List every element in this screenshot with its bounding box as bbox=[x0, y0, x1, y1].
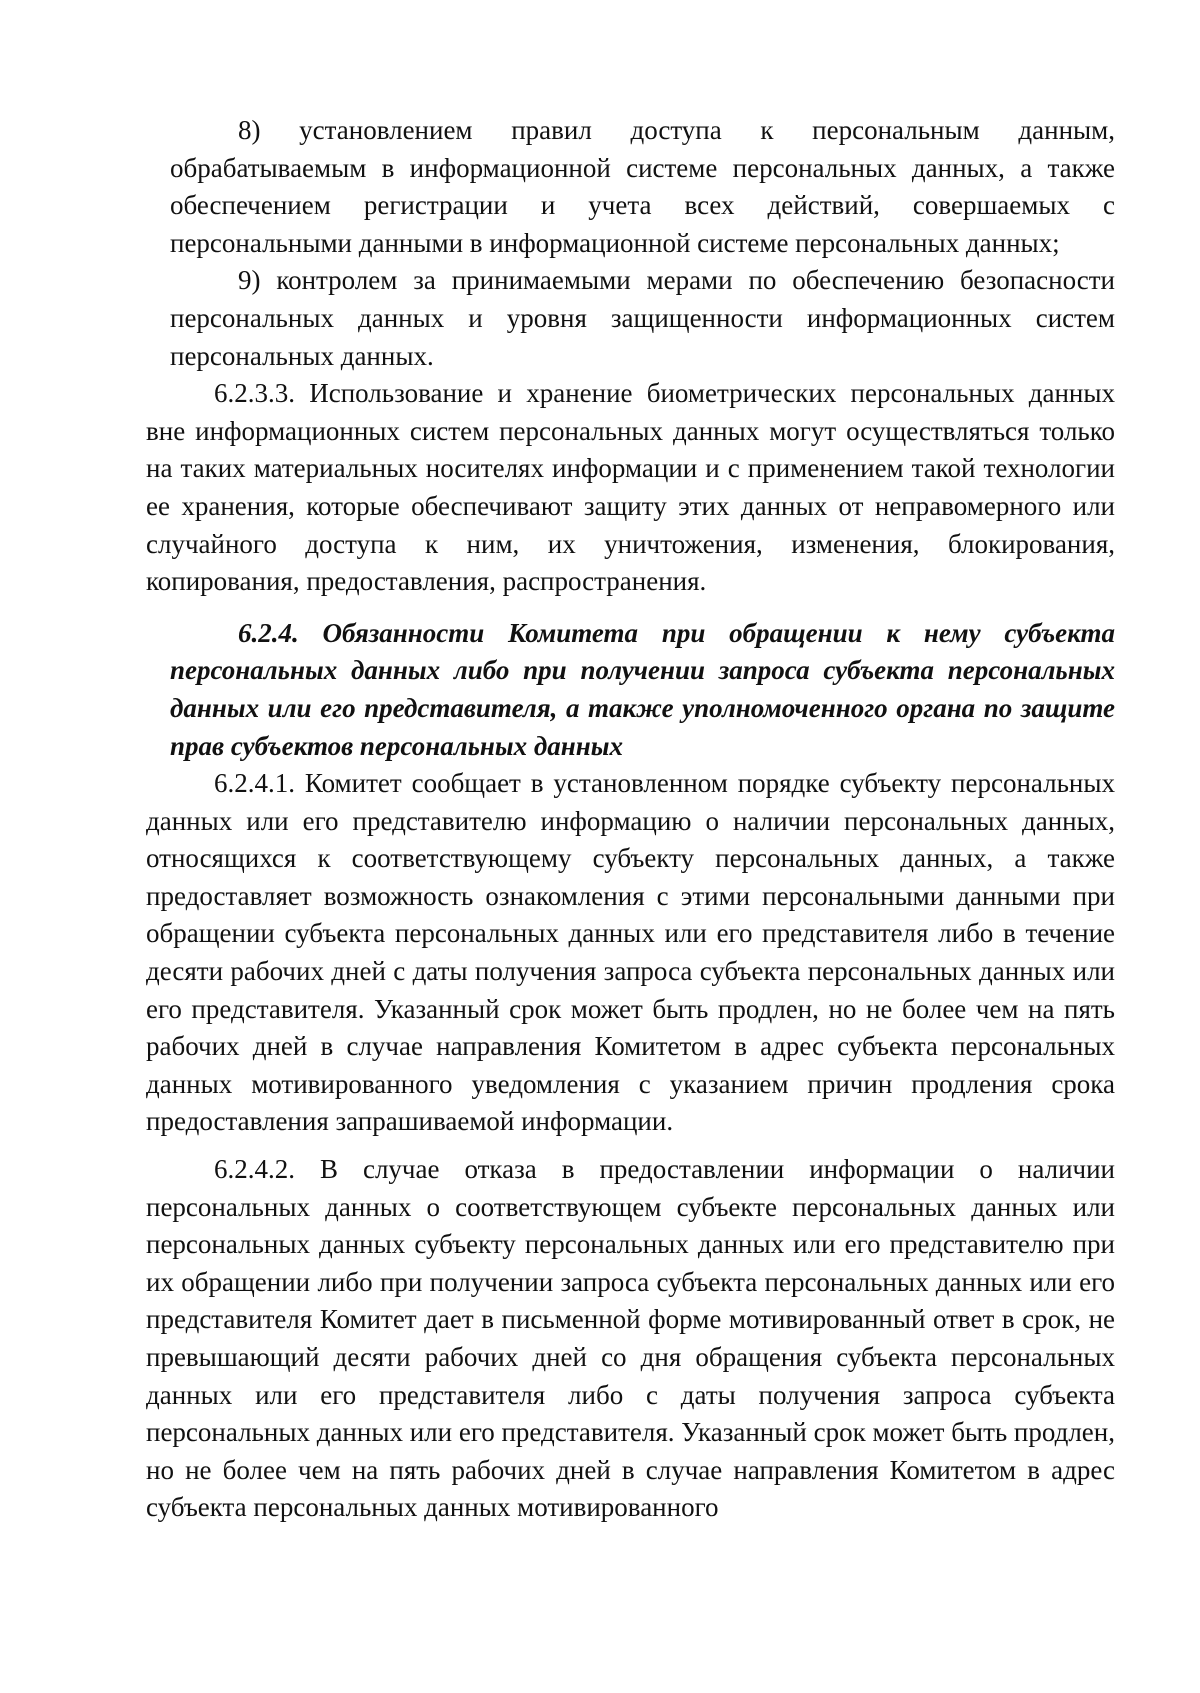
clause-6-2-4-1: 6.2.4.1. Комитет сообщает в установленном порядке субъекту персональных данных или его представителю информацию о наличии персональных данных, относящихся к соответствующему субъекту персональных данных, а также предоставляет возможность ознакомления с этими персональными данными при обращении субъекта персональных данных или его представителя либо в течение десяти рабочих дней с даты получения запроса субъекта персональных данных или его представителя. Указанный срок может быть продлен, но не более чем на пять рабочих дней в случае направления Комитетом в адрес субъекта персональных данных мотивированного уведомления с указанием причин продления срока предоставления запрашиваемой информации. bbox=[146, 768, 1115, 1137]
list-item-8: 8) установлением правил доступа к персональным данным, обрабатываемым в информационной системе персональных данных, а также обеспечением регистрации и учета всех действий, совершаемых с персональными данными в информационной системе персональных данных; bbox=[170, 115, 1115, 258]
clause-6-2-4-2: 6.2.4.2. В случае отказа в предоставлении информации о наличии персональных данных о соответствующем субъекте персональных данных или персональных данных субъекту персональных данных или его представителю при их обращении либо при получении запроса субъекта персональных данных или его представителя Комитет дает в письменной форме мотивированный ответ в срок, не превышающий десяти рабочих дней со дня обращения субъекта персональных данных или его представителя либо с даты получения запроса субъекта персональных данных или его представителя. Указанный срок может быть продлен, но не более чем на пять рабочих дней в случае направления Комитетом в адрес субъекта персональных данных мотивированного bbox=[146, 1154, 1115, 1523]
clause-6-2-3-3: 6.2.3.3. Использование и хранение биометрических персональных данных вне информационных систем персональных данных могут осуществляться только на таких материальных носителях информации и с применением такой технологии ее хранения, которые обеспечивают защиту этих данных от неправомерного или случайного доступа к ним, их уничтожения, изменения, блокирования, копирования, предоставления, распространения. bbox=[146, 378, 1115, 597]
document-body bbox=[146, 112, 1115, 1527]
section-heading-6-2-4: 6.2.4. Обязанности Комитета при обращении к нему субъекта персональных данных либо при получении запроса субъекта персональных данных или его представителя, а также уполномоченного органа по защите прав субъектов персональных данных bbox=[170, 617, 1115, 761]
list-item-9: 9) контролем за принимаемыми мерами по обеспечению безопасности персональных данных и уровня защищенности информационных систем персональных данных. bbox=[170, 265, 1115, 371]
